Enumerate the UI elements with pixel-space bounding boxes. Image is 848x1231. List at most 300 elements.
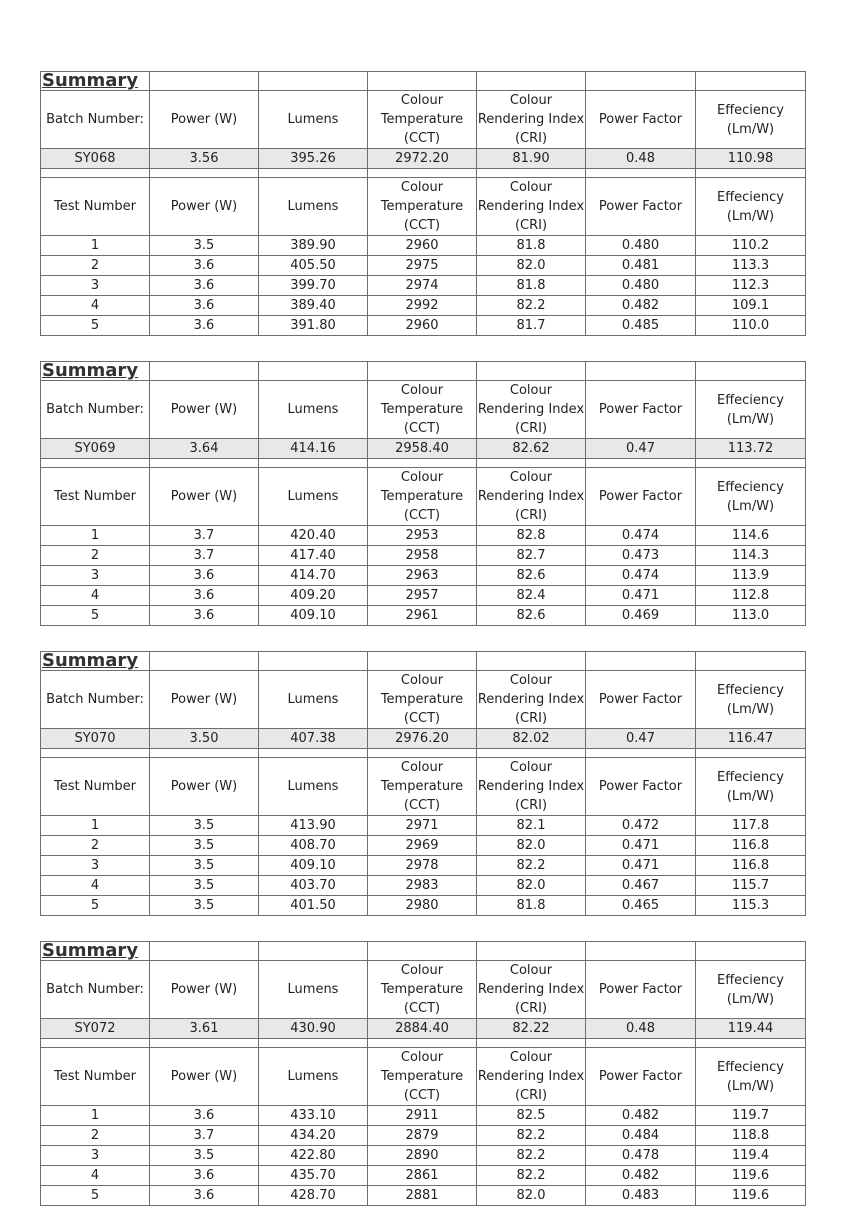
- header-test-number: Test Number: [41, 468, 150, 526]
- test-pf: 0.472: [586, 816, 696, 836]
- header-cri-line: Colour: [509, 760, 553, 775]
- header-power-factor: Power Factor: [586, 961, 696, 1019]
- test-lumens: 403.70: [259, 876, 368, 896]
- header-cct-line: Temperature: [380, 779, 464, 794]
- test-cri: 82.2: [477, 1166, 586, 1186]
- header-efficiency: [696, 91, 806, 149]
- batch-table: [40, 71, 806, 336]
- test-eff: 118.8: [696, 1126, 806, 1146]
- test-pf: 0.471: [586, 856, 696, 876]
- empty-cell: [586, 169, 696, 178]
- summary-row: [41, 1019, 806, 1039]
- test-power: 3.6: [150, 256, 259, 276]
- test-n: 3: [41, 566, 150, 586]
- test-cri: 82.7: [477, 546, 586, 566]
- summary-pf: 0.48: [586, 149, 696, 169]
- summary-eff: 113.72: [696, 439, 806, 459]
- summary-pf: 0.48: [586, 1019, 696, 1039]
- test-n: 5: [41, 1186, 150, 1206]
- header-cri-line: Rendering Index: [477, 779, 585, 794]
- test-eff: 112.3: [696, 276, 806, 296]
- test-power: 3.6: [150, 1186, 259, 1206]
- test-pf: 0.473: [586, 546, 696, 566]
- header-lumens: Lumens: [259, 178, 368, 236]
- header-efficiency-line: Effeciency: [716, 682, 784, 698]
- test-cct: 2978: [368, 856, 477, 876]
- test-row: [41, 1146, 806, 1166]
- empty-cell: [150, 459, 259, 468]
- header-power-factor: Power Factor: [586, 758, 696, 816]
- empty-cell: [368, 652, 477, 671]
- header-cri: [477, 468, 586, 526]
- empty-cell: [696, 749, 806, 758]
- header-cct-line: Colour: [400, 673, 444, 688]
- test-row: [41, 1186, 806, 1206]
- test-power: 3.6: [150, 586, 259, 606]
- test-pf: 0.483: [586, 1186, 696, 1206]
- header-cri-line: Colour: [509, 673, 553, 688]
- header-cri: [477, 91, 586, 149]
- empty-cell: [259, 1039, 368, 1048]
- header-lumens: Lumens: [259, 671, 368, 729]
- header-row: [41, 758, 806, 816]
- test-cri: 81.8: [477, 896, 586, 916]
- header-cri-line: Rendering Index: [477, 1069, 585, 1084]
- header-cri: [477, 381, 586, 439]
- test-n: 4: [41, 586, 150, 606]
- test-power: 3.6: [150, 1166, 259, 1186]
- header-cct-line: (CCT): [403, 1001, 441, 1016]
- header-efficiency-line: (Lm/W): [726, 701, 775, 717]
- empty-cell: [477, 942, 586, 961]
- test-row: [41, 876, 806, 896]
- header-cct: [368, 91, 477, 149]
- test-eff: 113.3: [696, 256, 806, 276]
- test-cct: 2983: [368, 876, 477, 896]
- header-cct-line: (CCT): [403, 421, 441, 436]
- test-row: [41, 1106, 806, 1126]
- test-lumens: 428.70: [259, 1186, 368, 1206]
- header-cri-line: (CRI): [514, 1001, 548, 1016]
- header-cct-line: (CCT): [403, 508, 441, 523]
- summary-cct: 2976.20: [368, 729, 477, 749]
- header-efficiency-line: (Lm/W): [726, 1078, 775, 1094]
- test-power: 3.7: [150, 526, 259, 546]
- test-eff: 119.6: [696, 1166, 806, 1186]
- header-cri-line: (CRI): [514, 711, 548, 726]
- test-power: 3.6: [150, 606, 259, 626]
- test-n: 3: [41, 276, 150, 296]
- test-n: 5: [41, 606, 150, 626]
- test-row: [41, 836, 806, 856]
- test-cct: 2861: [368, 1166, 477, 1186]
- summary-cct: 2884.40: [368, 1019, 477, 1039]
- test-n: 4: [41, 876, 150, 896]
- header-cct-line: Temperature: [380, 489, 464, 504]
- test-row: [41, 256, 806, 276]
- spacer-row: [41, 749, 806, 758]
- summary-row: [41, 149, 806, 169]
- header-power: Power (W): [150, 671, 259, 729]
- test-cri: 82.6: [477, 566, 586, 586]
- summary-lumens: 414.16: [259, 439, 368, 459]
- empty-cell: [477, 1039, 586, 1048]
- empty-cell: [368, 1039, 477, 1048]
- test-eff: 117.8: [696, 816, 806, 836]
- header-cri-line: (CRI): [514, 421, 548, 436]
- header-power: Power (W): [150, 91, 259, 149]
- header-cct: [368, 671, 477, 729]
- empty-cell: [477, 72, 586, 91]
- empty-cell: [477, 652, 586, 671]
- summary-title: Summary: [41, 362, 150, 381]
- header-power: Power (W): [150, 758, 259, 816]
- header-cri-line: (CRI): [514, 131, 548, 146]
- test-cri: 81.8: [477, 236, 586, 256]
- header-cri-line: Rendering Index: [477, 199, 585, 214]
- test-cri: 82.4: [477, 586, 586, 606]
- header-cri-line: Colour: [509, 383, 553, 398]
- header-lumens: Lumens: [259, 758, 368, 816]
- empty-cell: [368, 362, 477, 381]
- test-eff: 115.7: [696, 876, 806, 896]
- header-cct-line: Colour: [400, 470, 444, 485]
- empty-cell: [586, 749, 696, 758]
- test-cri: 82.0: [477, 1186, 586, 1206]
- header-lumens: Lumens: [259, 381, 368, 439]
- header-cri-line: Colour: [509, 963, 553, 978]
- test-pf: 0.480: [586, 276, 696, 296]
- summary-pf: 0.47: [586, 439, 696, 459]
- header-power-factor: Power Factor: [586, 381, 696, 439]
- test-n: 2: [41, 1126, 150, 1146]
- summary-batch: SY069: [41, 439, 150, 459]
- test-cct: 2963: [368, 566, 477, 586]
- header-row: [41, 961, 806, 1019]
- summary-eff: 110.98: [696, 149, 806, 169]
- test-pf: 0.480: [586, 236, 696, 256]
- test-row: [41, 1126, 806, 1146]
- header-cct-line: (CCT): [403, 798, 441, 813]
- test-n: 2: [41, 256, 150, 276]
- test-cct: 2975: [368, 256, 477, 276]
- title-row: [41, 942, 806, 961]
- header-efficiency-line: (Lm/W): [726, 991, 775, 1007]
- test-cri: 82.5: [477, 1106, 586, 1126]
- header-cri: [477, 758, 586, 816]
- test-power: 3.6: [150, 316, 259, 336]
- test-pf: 0.485: [586, 316, 696, 336]
- test-power: 3.6: [150, 276, 259, 296]
- header-efficiency: [696, 178, 806, 236]
- test-pf: 0.469: [586, 606, 696, 626]
- header-efficiency: [696, 1048, 806, 1106]
- empty-cell: [41, 1039, 150, 1048]
- test-row: [41, 566, 806, 586]
- header-cct-line: Colour: [400, 383, 444, 398]
- empty-cell: [150, 169, 259, 178]
- empty-cell: [368, 169, 477, 178]
- test-row: [41, 586, 806, 606]
- test-lumens: 399.70: [259, 276, 368, 296]
- empty-cell: [477, 362, 586, 381]
- test-n: 5: [41, 896, 150, 916]
- test-eff: 119.4: [696, 1146, 806, 1166]
- empty-cell: [586, 72, 696, 91]
- header-cri: [477, 1048, 586, 1106]
- header-efficiency: [696, 961, 806, 1019]
- test-cri: 82.1: [477, 816, 586, 836]
- empty-cell: [477, 169, 586, 178]
- summary-eff: 119.44: [696, 1019, 806, 1039]
- summary-eff: 116.47: [696, 729, 806, 749]
- header-cct-line: Temperature: [380, 402, 464, 417]
- test-cri: 81.8: [477, 276, 586, 296]
- empty-cell: [259, 459, 368, 468]
- header-efficiency-line: (Lm/W): [726, 121, 775, 137]
- test-cri: 82.2: [477, 296, 586, 316]
- header-power: Power (W): [150, 468, 259, 526]
- test-lumens: 408.70: [259, 836, 368, 856]
- test-row: [41, 316, 806, 336]
- summary-cri: 82.62: [477, 439, 586, 459]
- header-efficiency: [696, 468, 806, 526]
- spacer-row: [41, 459, 806, 468]
- header-cct-line: (CCT): [403, 131, 441, 146]
- empty-cell: [477, 749, 586, 758]
- header-lumens: Lumens: [259, 1048, 368, 1106]
- header-row: [41, 1048, 806, 1106]
- test-n: 3: [41, 1146, 150, 1166]
- test-n: 4: [41, 296, 150, 316]
- summary-lumens: 430.90: [259, 1019, 368, 1039]
- test-n: 3: [41, 856, 150, 876]
- header-cct-line: Temperature: [380, 199, 464, 214]
- header-cri-line: Colour: [509, 1050, 553, 1065]
- header-efficiency-line: Effeciency: [716, 1059, 784, 1075]
- header-power-factor: Power Factor: [586, 178, 696, 236]
- summary-row: [41, 729, 806, 749]
- empty-cell: [41, 169, 150, 178]
- empty-cell: [150, 72, 259, 91]
- test-cct: 2961: [368, 606, 477, 626]
- empty-cell: [150, 362, 259, 381]
- test-pf: 0.474: [586, 526, 696, 546]
- test-row: [41, 1166, 806, 1186]
- test-lumens: 405.50: [259, 256, 368, 276]
- test-cct: 2890: [368, 1146, 477, 1166]
- empty-cell: [259, 72, 368, 91]
- test-n: 1: [41, 526, 150, 546]
- header-cct: [368, 1048, 477, 1106]
- header-cri-line: Rendering Index: [477, 402, 585, 417]
- test-eff: 110.0: [696, 316, 806, 336]
- summary-power: 3.50: [150, 729, 259, 749]
- test-lumens: 409.10: [259, 606, 368, 626]
- header-efficiency-line: Effeciency: [716, 972, 784, 988]
- test-n: 2: [41, 836, 150, 856]
- summary-pf: 0.47: [586, 729, 696, 749]
- test-pf: 0.481: [586, 256, 696, 276]
- header-power: Power (W): [150, 1048, 259, 1106]
- test-row: [41, 896, 806, 916]
- header-cct-line: (CCT): [403, 218, 441, 233]
- header-cri-line: (CRI): [514, 1088, 548, 1103]
- test-pf: 0.474: [586, 566, 696, 586]
- header-cct-line: Colour: [400, 93, 444, 108]
- header-cct-line: Colour: [400, 963, 444, 978]
- test-cct: 2960: [368, 316, 477, 336]
- header-efficiency: [696, 671, 806, 729]
- empty-cell: [368, 72, 477, 91]
- header-cct-line: Temperature: [380, 692, 464, 707]
- test-power: 3.5: [150, 876, 259, 896]
- summary-batch: SY070: [41, 729, 150, 749]
- test-pf: 0.482: [586, 296, 696, 316]
- test-n: 5: [41, 316, 150, 336]
- test-cri: 82.2: [477, 856, 586, 876]
- summary-batch: SY072: [41, 1019, 150, 1039]
- test-cri: 82.2: [477, 1126, 586, 1146]
- summary-row: [41, 439, 806, 459]
- empty-cell: [259, 362, 368, 381]
- test-cri: 81.7: [477, 316, 586, 336]
- test-lumens: 414.70: [259, 566, 368, 586]
- test-lumens: 433.10: [259, 1106, 368, 1126]
- empty-cell: [696, 72, 806, 91]
- test-lumens: 413.90: [259, 816, 368, 836]
- test-n: 1: [41, 816, 150, 836]
- test-eff: 114.6: [696, 526, 806, 546]
- header-cct-line: (CCT): [403, 711, 441, 726]
- test-lumens: 422.80: [259, 1146, 368, 1166]
- test-eff: 114.3: [696, 546, 806, 566]
- test-cct: 2969: [368, 836, 477, 856]
- test-cct: 2992: [368, 296, 477, 316]
- test-lumens: 409.20: [259, 586, 368, 606]
- summary-power: 3.56: [150, 149, 259, 169]
- header-test-number: Test Number: [41, 178, 150, 236]
- header-cct: [368, 468, 477, 526]
- test-pf: 0.467: [586, 876, 696, 896]
- test-row: [41, 606, 806, 626]
- empty-cell: [150, 749, 259, 758]
- test-power: 3.7: [150, 546, 259, 566]
- test-power: 3.5: [150, 1146, 259, 1166]
- test-eff: 113.9: [696, 566, 806, 586]
- header-cri-line: Colour: [509, 470, 553, 485]
- header-power: Power (W): [150, 178, 259, 236]
- header-efficiency-line: Effeciency: [716, 392, 784, 408]
- test-eff: 119.7: [696, 1106, 806, 1126]
- summary-cri: 81.90: [477, 149, 586, 169]
- test-cct: 2971: [368, 816, 477, 836]
- test-pf: 0.482: [586, 1106, 696, 1126]
- spacer-row: [41, 169, 806, 178]
- test-eff: 109.1: [696, 296, 806, 316]
- empty-cell: [368, 942, 477, 961]
- test-power: 3.5: [150, 816, 259, 836]
- summary-batch: SY068: [41, 149, 150, 169]
- test-n: 2: [41, 546, 150, 566]
- test-lumens: 389.40: [259, 296, 368, 316]
- header-row: [41, 91, 806, 149]
- header-cri-line: Colour: [509, 180, 553, 195]
- title-row: [41, 72, 806, 91]
- header-cri: [477, 671, 586, 729]
- empty-cell: [259, 942, 368, 961]
- empty-cell: [696, 942, 806, 961]
- empty-cell: [586, 942, 696, 961]
- header-cri-line: (CRI): [514, 218, 548, 233]
- summary-cct: 2958.40: [368, 439, 477, 459]
- test-row: [41, 236, 806, 256]
- summary-lumens: 395.26: [259, 149, 368, 169]
- test-power: 3.6: [150, 566, 259, 586]
- test-n: 1: [41, 236, 150, 256]
- test-cct: 2958: [368, 546, 477, 566]
- test-lumens: 389.90: [259, 236, 368, 256]
- test-lumens: 401.50: [259, 896, 368, 916]
- empty-cell: [259, 652, 368, 671]
- test-eff: 116.8: [696, 856, 806, 876]
- header-power-factor: Power Factor: [586, 91, 696, 149]
- summary-title: Summary: [41, 942, 150, 961]
- header-cri-line: Colour: [509, 93, 553, 108]
- test-row: [41, 296, 806, 316]
- batch-table: [40, 651, 806, 916]
- header-row: [41, 178, 806, 236]
- header-row: [41, 468, 806, 526]
- header-efficiency-line: Effeciency: [716, 479, 784, 495]
- test-cct: 2881: [368, 1186, 477, 1206]
- header-lumens: Lumens: [259, 468, 368, 526]
- test-power: 3.7: [150, 1126, 259, 1146]
- test-cct: 2953: [368, 526, 477, 546]
- header-row: [41, 671, 806, 729]
- header-power: Power (W): [150, 381, 259, 439]
- test-cri: 82.0: [477, 836, 586, 856]
- header-cri: [477, 178, 586, 236]
- summary-power: 3.64: [150, 439, 259, 459]
- empty-cell: [696, 652, 806, 671]
- test-eff: 119.6: [696, 1186, 806, 1206]
- test-cri: 82.2: [477, 1146, 586, 1166]
- summary-title: Summary: [41, 652, 150, 671]
- batch-report: [40, 71, 805, 1231]
- title-row: [41, 652, 806, 671]
- header-row: [41, 381, 806, 439]
- empty-cell: [586, 652, 696, 671]
- test-row: [41, 816, 806, 836]
- header-cct-line: (CCT): [403, 1088, 441, 1103]
- header-lumens: Lumens: [259, 961, 368, 1019]
- test-n: 1: [41, 1106, 150, 1126]
- test-eff: 112.8: [696, 586, 806, 606]
- empty-cell: [41, 459, 150, 468]
- empty-cell: [586, 1039, 696, 1048]
- title-row: [41, 362, 806, 381]
- empty-cell: [368, 459, 477, 468]
- empty-cell: [259, 749, 368, 758]
- test-power: 3.5: [150, 836, 259, 856]
- header-efficiency-line: Effeciency: [716, 102, 784, 118]
- header-efficiency-line: (Lm/W): [726, 411, 775, 427]
- test-cri: 82.0: [477, 256, 586, 276]
- empty-cell: [259, 169, 368, 178]
- header-batch-number: Batch Number:: [41, 381, 150, 439]
- header-efficiency: [696, 381, 806, 439]
